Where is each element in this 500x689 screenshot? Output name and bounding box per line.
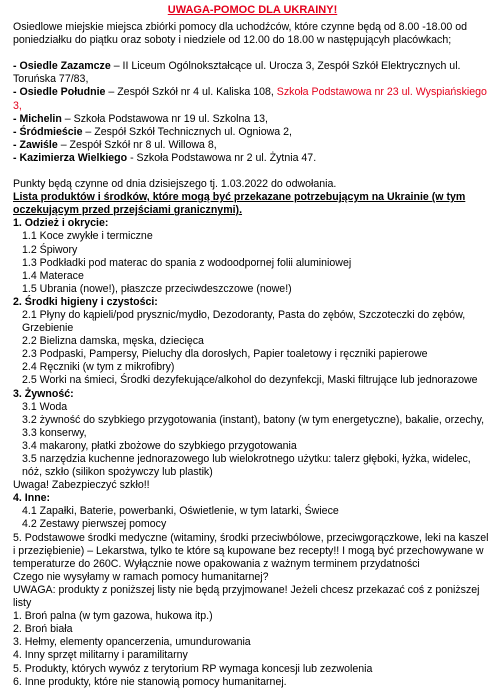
not-accepted-item: 6. Inne produkty, które nie stanowią pomocy humanitarnej. [13,675,287,688]
not-accepted-item: 3. Hełmy, elementy opancerzenia, umundurowania [13,636,251,649]
location-text: – II Liceum Ogólnokształcące ul. Urocza 3, Zespół Szkół Elektrycznych ul. Toruńska 77/83, [13,60,461,86]
points-note: Punkty będą czynne od dnia dzisiejszego tj. 1.03.2022 do odwołania. [13,178,337,191]
section-heading-clothing: 1. Odzież i okrycie: [13,217,109,230]
section-heading-other: 4. Inne: [13,492,51,505]
page-title: UWAGA-POMOC DLA UKRAINY! [167,4,338,16]
not-accepted-item: 5. Produkty, których wywóz z terytorium RP wymaga koncesji lub zezwolenia [13,662,373,675]
not-accepted-item: 1. Broń palna (w tym gazowa, hukowa itp.) [13,610,213,623]
location-name: - Śródmieście [13,125,83,138]
list-item: 3.2 żywność do szybkiego przygotowania (instant), batony (w tym energetyczne), bakalie, orzechy, [22,413,485,426]
section-heading-food: 3. Żywność: [13,387,74,400]
location-item [13,60,492,86]
intro-text: Osiedlowe miejskie miejsca zbiórki pomocy dla uchodźców, które czynne będą od 8.00 -18.00 od poniedziałku do piątku oraz soboty i niedziele od 12.00 do 18.00 w następującyh placówkach; [13,21,468,47]
location-name: - Zawiśle [13,138,58,151]
medical-section: 5. Podstawowe środki medyczne (witaminy, środki przeciwbólowe, przeciwgorączkowe, leki na kaszel i przeziębienie) – Lekarstwa, tylko te które są kupowane bez recepty!! I mogą być przechowywane w temperaturze do 260C. Wyłącznie nowe opakowania z ważnym terminem przydatności [13,531,489,570]
list-item: 1.2 Śpiwory [22,243,78,256]
warning-text: UWAGA: produkty z poniższej listy nie będą przyjmowane! Jeżeli chcesz przekazać coś z poniższej listy [13,583,480,610]
location-text: – Zespół Szkół nr 4 ul. Kaliska 108, [105,86,277,99]
spacer [13,165,492,178]
list-item: 2.5 Worki na śmieci, Środki dezyfekujące/alkohol do dezynfekcji, Maski filtrujące lub jednorazowe [22,374,478,387]
list-item: 2.4 Ręczniki (w tym z mikrofibry) [22,361,175,374]
location-name: - Osiedle Zazamcze [13,60,111,73]
food-warning: Uwaga! Zabezpieczyć szkło!! [13,479,150,492]
location-item [13,139,492,152]
list-item: 1.5 Ubrania (nowe!), płaszcze przeciwdeszczowe (nowe!) [22,282,292,295]
location-text: - Szkoła Podstawowa nr 2 ul. Żytnia 47. [127,151,317,164]
list-item: 3.3 konserwy, [22,426,87,439]
list-item: 3.5 narzędzia kuchenne jednorazowego lub wielokrotnego użytku: talerz głęboki, łyżka, widelec, nóż, szkło (silikon spożywczy lub plastik) [22,453,471,479]
location-text-highlight: Szkoła Podstawowa nr 23 ul. Wyspiańskiego 3, [13,86,487,112]
section-heading-hygiene: 2. Środki higieny i czystości: [13,295,158,308]
list-heading: Lista produktów i środków, które mogą być przekazane potrzebującym na Ukrainie (w tym oczekującym przed przejściami granicznymi). [13,191,466,217]
spacer [13,47,492,60]
list-item: 2.2 Bielizna damska, męska, dziecięca [22,335,204,348]
location-text: – Zespół Szkół Technicznych ul. Ogniowa 2, [82,125,292,138]
list-item: 1.3 Podkładki pod materac do spania z wodoodpornej folii aluminiowej [22,256,352,269]
list-item: 4.2 Zestawy pierwszej pomocy [22,518,167,531]
list-item: 3.4 makarony, płatki zbożowe do szybkiego przygotowania [22,439,297,452]
location-text: – Zespół Szkół nr 8 ul. Willowa 8, [57,138,217,151]
list-item: 2.3 Podpaski, Pampersy, Pieluchy dla dorosłych, Papier toaletowy i ręczniki papierowe [22,348,428,361]
locations-list [13,60,492,165]
location-item [13,152,492,165]
not-sent-question: Czego nie wysyłamy w ramach pomocy humanitarnej? [13,570,269,583]
not-accepted-item: 2. Broń biała [13,623,73,636]
not-accepted-item: 4. Inny sprzęt militarny i paramilitarny [13,649,188,662]
location-name: - Kazimierza Wielkiego [13,151,128,164]
location-name: - Osiedle Południe [13,86,106,99]
list-item: 2.1 Płyny do kąpieli/pod prysznic/mydło, Dezodoranty, Pasta do zębów, Szczoteczki do zębów, Grzebienie [22,308,466,335]
location-name: - Michelin [13,112,62,125]
list-item: 1.4 Materace [22,269,84,282]
list-item: 4.1 Zapałki, Baterie, powerbanki, Oświetlenie, w tym latarki, Świece [22,505,339,518]
location-text: – Szkoła Podstawowa nr 19 ul. Szkolna 13, [61,112,268,125]
location-item [13,113,492,126]
location-item [13,86,492,112]
location-item [13,126,492,139]
list-item: 1.1 Koce zwykłe i termiczne [22,230,153,243]
list-item: 3.1 Woda [22,400,68,413]
